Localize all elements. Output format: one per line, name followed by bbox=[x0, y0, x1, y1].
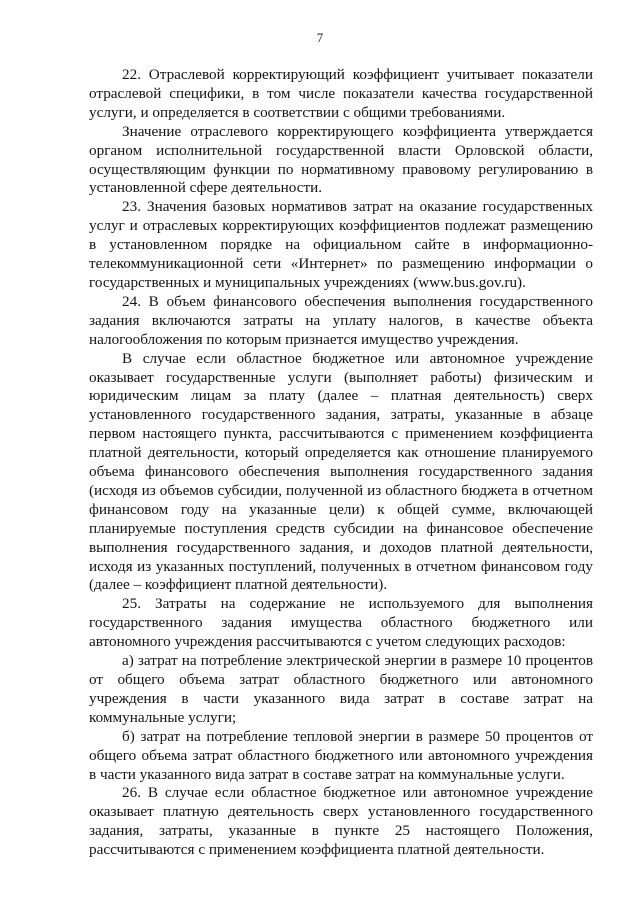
paragraph-22-value: Значение отраслевого корректирующего коэффициента утверждается органом исполнительной государственной власти Орловской области, осуществляющим функции по нормативному правовому регулированию в установленной сфере деятельности. bbox=[89, 122, 593, 197]
paragraph-24-paid-activity: В случае если областное бюджетное или автономное учреждение оказывает государственные услуги (выполняет работы) физическим и юридическим лицам за плату (далее – платная деятельность) сверх установленного государственного задания, затраты, указанные в абзаце первом настоящего пункта, рассчитываются с применением коэффициента платной деятельности, который определяется как отношение планируемого объема финансового обеспечения выполнения государственного задания (исходя из объемов субсидии, полученной из областного бюджета в отчетном финансовом году на указанные цели) к общей сумме, включающей планируемые поступления средств субсидии на финансовое обеспечение выполнения государственного задания, и доходов платной деятельности, исходя из указанных поступлений, полученных в отчетном финансовом году (далее – коэффициент платной деятельности). bbox=[89, 349, 593, 594]
document-body bbox=[89, 66, 593, 860]
paragraph-23: 23. Значения базовых нормативов затрат на оказание государственных услуг и отраслевых корректирующих коэффициентов подлежат размещению в установленном порядке на официальном сайте в информационно-телекоммуникационной сети «Интернет» по размещению информации о государственных и муниципальных учреждениях (www.bus.gov.ru). bbox=[89, 198, 593, 291]
paragraph-25-b: б) затрат на потребление тепловой энергии в размере 50 процентов от общего объема затрат областного бюджетного или автономного учреждения в части указанного вида затрат в составе затрат на коммунальные услуги. bbox=[89, 727, 593, 783]
paragraph-26: 26. В случае если областное бюджетное или автономное учреждение оказывает платную деятельность сверх установленного государственного задания, затраты, указанные в пункте 25 настоящего Положения, рассчитываются с применением коэффициента платной деятельности. bbox=[89, 784, 593, 859]
paragraph-22: 22. Отраслевой корректирующий коэффициент учитывает показатели отраслевой специфики, в том числе показатели качества государственной услуги, и определяется в соответствии с общими требованиями. bbox=[89, 66, 593, 121]
paragraph-24: 24. В объем финансового обеспечения выполнения государственного задания включаются затраты на уплату налогов, в качестве объекта налогообложения по которым признается имущество учреждения. bbox=[89, 292, 593, 348]
paragraph-25-a: а) затрат на потребление электрической энергии в размере 10 процентов от общего объема затрат областного бюджетного или автономного учреждения в части указанного вида затрат в составе затрат на коммунальные услуги; bbox=[89, 652, 593, 726]
page-number: 7 bbox=[316, 30, 324, 45]
paragraph-25: 25. Затраты на содержание не используемого для выполнения государственного задания имущества областного бюджетного или автономного учреждения рассчитываются с учетом следующих расходов: bbox=[89, 595, 593, 651]
